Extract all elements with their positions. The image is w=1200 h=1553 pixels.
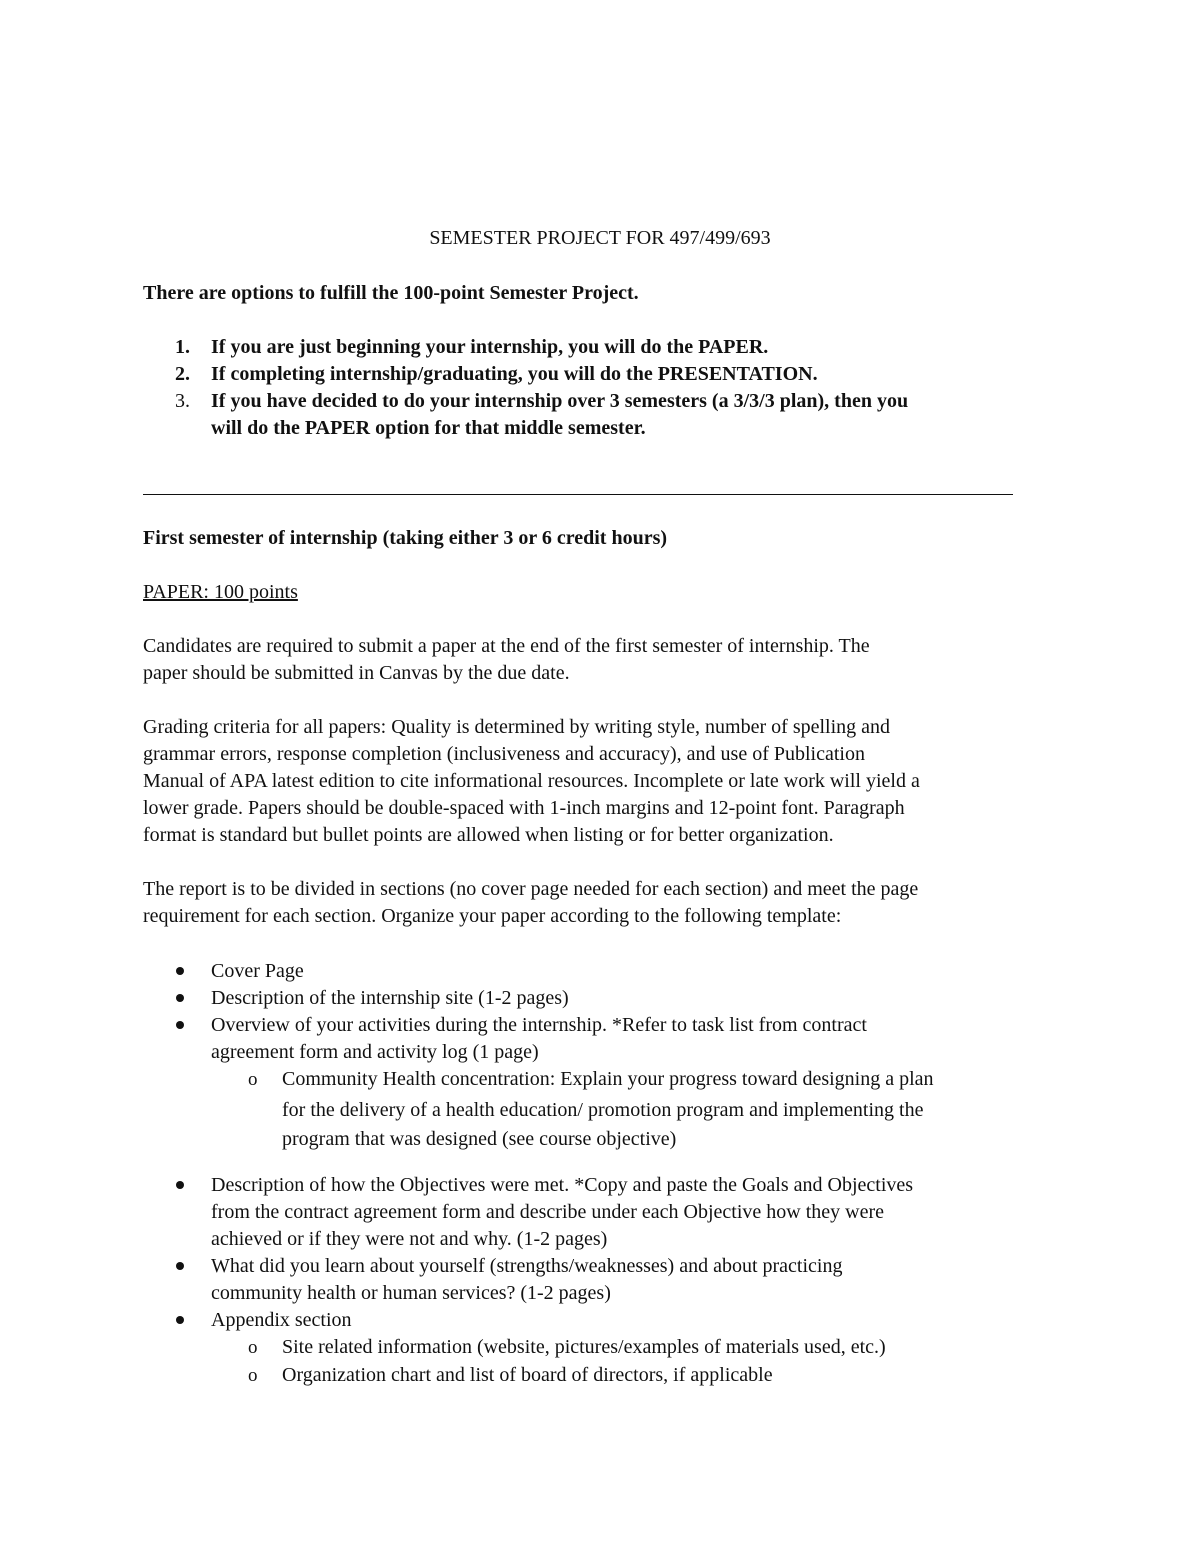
sub-bullet-community-health-line-2: for the delivery of a health education/ promotion program and implementing the xyxy=(282,1099,924,1121)
paragraph-3-line-2: requirement for each section. Organize your paper according to the following template: xyxy=(143,905,842,927)
paragraph-3-line-1: The report is to be divided in sections (no cover page needed for each section) and meet the page xyxy=(143,878,919,900)
sub-bullet-site-info: Site related information (website, pictures/examples of materials used, etc.) xyxy=(282,1336,886,1358)
intro-text: There are options to fulfill the 100-point Semester Project. xyxy=(143,282,639,304)
paragraph-1-line-2: paper should be submitted in Canvas by the due date. xyxy=(143,662,570,684)
bullet-learning-line-1: What did you learn about yourself (strengths/weaknesses) and about practicing xyxy=(211,1255,843,1277)
bullet-icon xyxy=(176,1181,184,1189)
paragraph-2-line-2: grammar errors, response completion (inclusiveness and accuracy), and use of Publication xyxy=(143,743,865,765)
option-number-3: 3. xyxy=(175,390,190,412)
bullet-icon xyxy=(176,1316,184,1324)
option-1: If you are just beginning your internship, you will do the PAPER. xyxy=(211,336,769,358)
paper-heading: PAPER: 100 points xyxy=(143,581,298,603)
sub-bullet-community-health-line-1: Community Health concentration: Explain your progress toward designing a plan xyxy=(282,1068,934,1090)
sub-bullet-org-chart: Organization chart and list of board of directors, if applicable xyxy=(282,1364,773,1386)
bullet-learning-line-2: community health or human services? (1-2 pages) xyxy=(211,1282,611,1304)
option-number-1: 1. xyxy=(175,336,190,358)
option-3-line-1: If you have decided to do your internship over 3 semesters (a 3/3/3 plan), then you xyxy=(211,390,909,412)
bullet-icon xyxy=(176,967,184,975)
paragraph-2-line-3: Manual of APA latest edition to cite informational resources. Incomplete or late work will yield a xyxy=(143,770,920,792)
paragraph-2-line-1: Grading criteria for all papers: Quality is determined by writing style, number of spelling and xyxy=(143,716,891,738)
horizontal-rule xyxy=(143,494,1013,495)
paragraph-2-line-4: lower grade. Papers should be double-spaced with 1-inch margins and 12-point font. Paragraph xyxy=(143,797,905,819)
bullet-site-description: Description of the internship site (1-2 pages) xyxy=(211,987,569,1009)
sub-bullet-community-health-line-3: program that was designed (see course objective) xyxy=(282,1128,677,1150)
bullet-appendix: Appendix section xyxy=(211,1309,352,1331)
bullet-objectives-line-1: Description of how the Objectives were met. *Copy and paste the Goals and Objectives xyxy=(211,1174,914,1196)
paragraph-2-line-5: format is standard but bullet points are allowed when listing or for better organization. xyxy=(143,824,834,846)
option-2: If completing internship/graduating, you will do the PRESENTATION. xyxy=(211,363,818,385)
section-heading: First semester of internship (taking either 3 or 6 credit hours) xyxy=(143,527,668,549)
sub-bullet-icon: o xyxy=(248,1069,258,1090)
document-title: SEMESTER PROJECT FOR 497/499/693 xyxy=(429,227,771,249)
sub-bullet-icon: o xyxy=(248,1365,258,1386)
option-3-line-2: will do the PAPER option for that middle semester. xyxy=(211,417,646,439)
option-number-2: 2. xyxy=(175,363,190,385)
sub-bullet-icon: o xyxy=(248,1337,258,1358)
bullet-objectives-line-3: achieved or if they were not and why. (1-2 pages) xyxy=(211,1228,608,1250)
bullet-icon xyxy=(176,994,184,1002)
bullet-icon xyxy=(176,1262,184,1270)
bullet-overview-line-2: agreement form and activity log (1 page) xyxy=(211,1041,539,1063)
bullet-icon xyxy=(176,1021,184,1029)
bullet-objectives-line-2: from the contract agreement form and describe under each Objective how they were xyxy=(211,1201,885,1223)
bullet-cover-page: Cover Page xyxy=(211,960,304,982)
paragraph-1-line-1: Candidates are required to submit a paper at the end of the first semester of internship. The xyxy=(143,635,870,657)
bullet-overview-line-1: Overview of your activities during the internship. *Refer to task list from contract xyxy=(211,1014,867,1036)
